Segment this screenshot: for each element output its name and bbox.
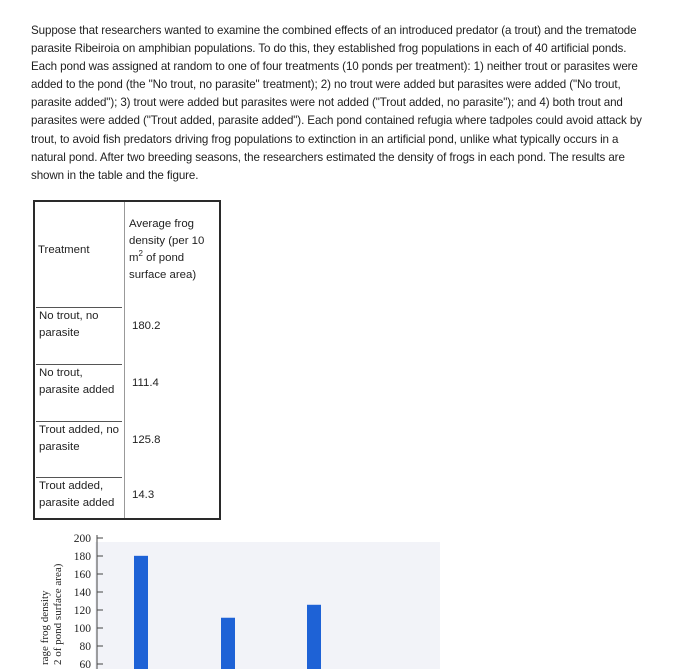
table-row-value: 180.2 (132, 320, 161, 332)
table-row-treatment: Trout added, parasite added (39, 480, 115, 509)
question-line: Suppose that researchers wanted to examine the combined effects of an introduced predator (a trout) and the trematode (31, 24, 637, 37)
question-line: shown in the table and the figure. (31, 168, 199, 182)
header-density (129, 216, 219, 284)
header-density-line: density (per 10 (129, 235, 205, 247)
question-line: added to the pond (the "No trout, no parasite" treatment); 2) no trout were added but parasites were added ("No trout, (31, 78, 621, 92)
y-tick-label: 160 (73, 569, 91, 581)
results-table (33, 200, 221, 520)
header-density-line: $m^2$ of pond (129, 249, 185, 264)
bar (221, 618, 235, 669)
y-axis-label-line: 2 of pond surface area) (52, 563, 64, 665)
table-row-treatment: No trout, no parasite (39, 310, 99, 339)
bar (307, 605, 321, 669)
y-tick-label: 180 (73, 551, 91, 563)
bar (134, 556, 148, 669)
table-row-treatment: No trout, parasite added (39, 367, 115, 396)
table-row-value: 125.8 (132, 434, 161, 446)
y-tick-label: 100 (73, 623, 91, 635)
question-line: Each pond was assigned at random to one of four treatments (10 ponds per treatment): 1) neither trout or parasites were (31, 60, 638, 74)
question-line: parasite added"); 3) trout were added but parasites were not added ("Trout added, no parasite"); and 4) both trout and (31, 96, 623, 110)
header-density-line: surface area) (129, 269, 197, 281)
y-tick-label: 200 (73, 533, 91, 545)
header-density-line: Average frog (129, 218, 195, 230)
question-line: trout, to avoid fish predators driving frog populations to extinction in an artificial pond, unlike what typically occurs in a (31, 132, 619, 146)
question-line: natural pond. After two breeding seasons, the researchers estimated the density of frogs in each pond. The results are (31, 150, 625, 164)
question-line: parasites were added ("Trout added, parasite added"). Each pond contained refugia where tadpoles could avoid attack by (31, 114, 642, 128)
question-text (31, 22, 671, 185)
y-tick-label: 120 (73, 605, 91, 617)
y-tick-label: 60 (79, 659, 91, 669)
y-tick-label: 140 (73, 587, 91, 599)
question-line: parasite Ribeiroia on amphibian populations. To do this, they established frog populations in each of 40 artificial ponds. (31, 42, 627, 56)
table-row-treatment: Trout added, no parasite (39, 424, 120, 453)
table-column-divider (124, 202, 125, 518)
header-treatment: Treatment (38, 244, 90, 256)
frog-density-chart (0, 525, 700, 669)
table-row-value: 14.3 (132, 489, 155, 501)
table-row-value: 111.4 (132, 377, 159, 389)
y-axis-label (39, 563, 64, 665)
y-tick-label: 80 (79, 641, 91, 653)
y-axis-label-line: rage frog density (39, 590, 51, 665)
